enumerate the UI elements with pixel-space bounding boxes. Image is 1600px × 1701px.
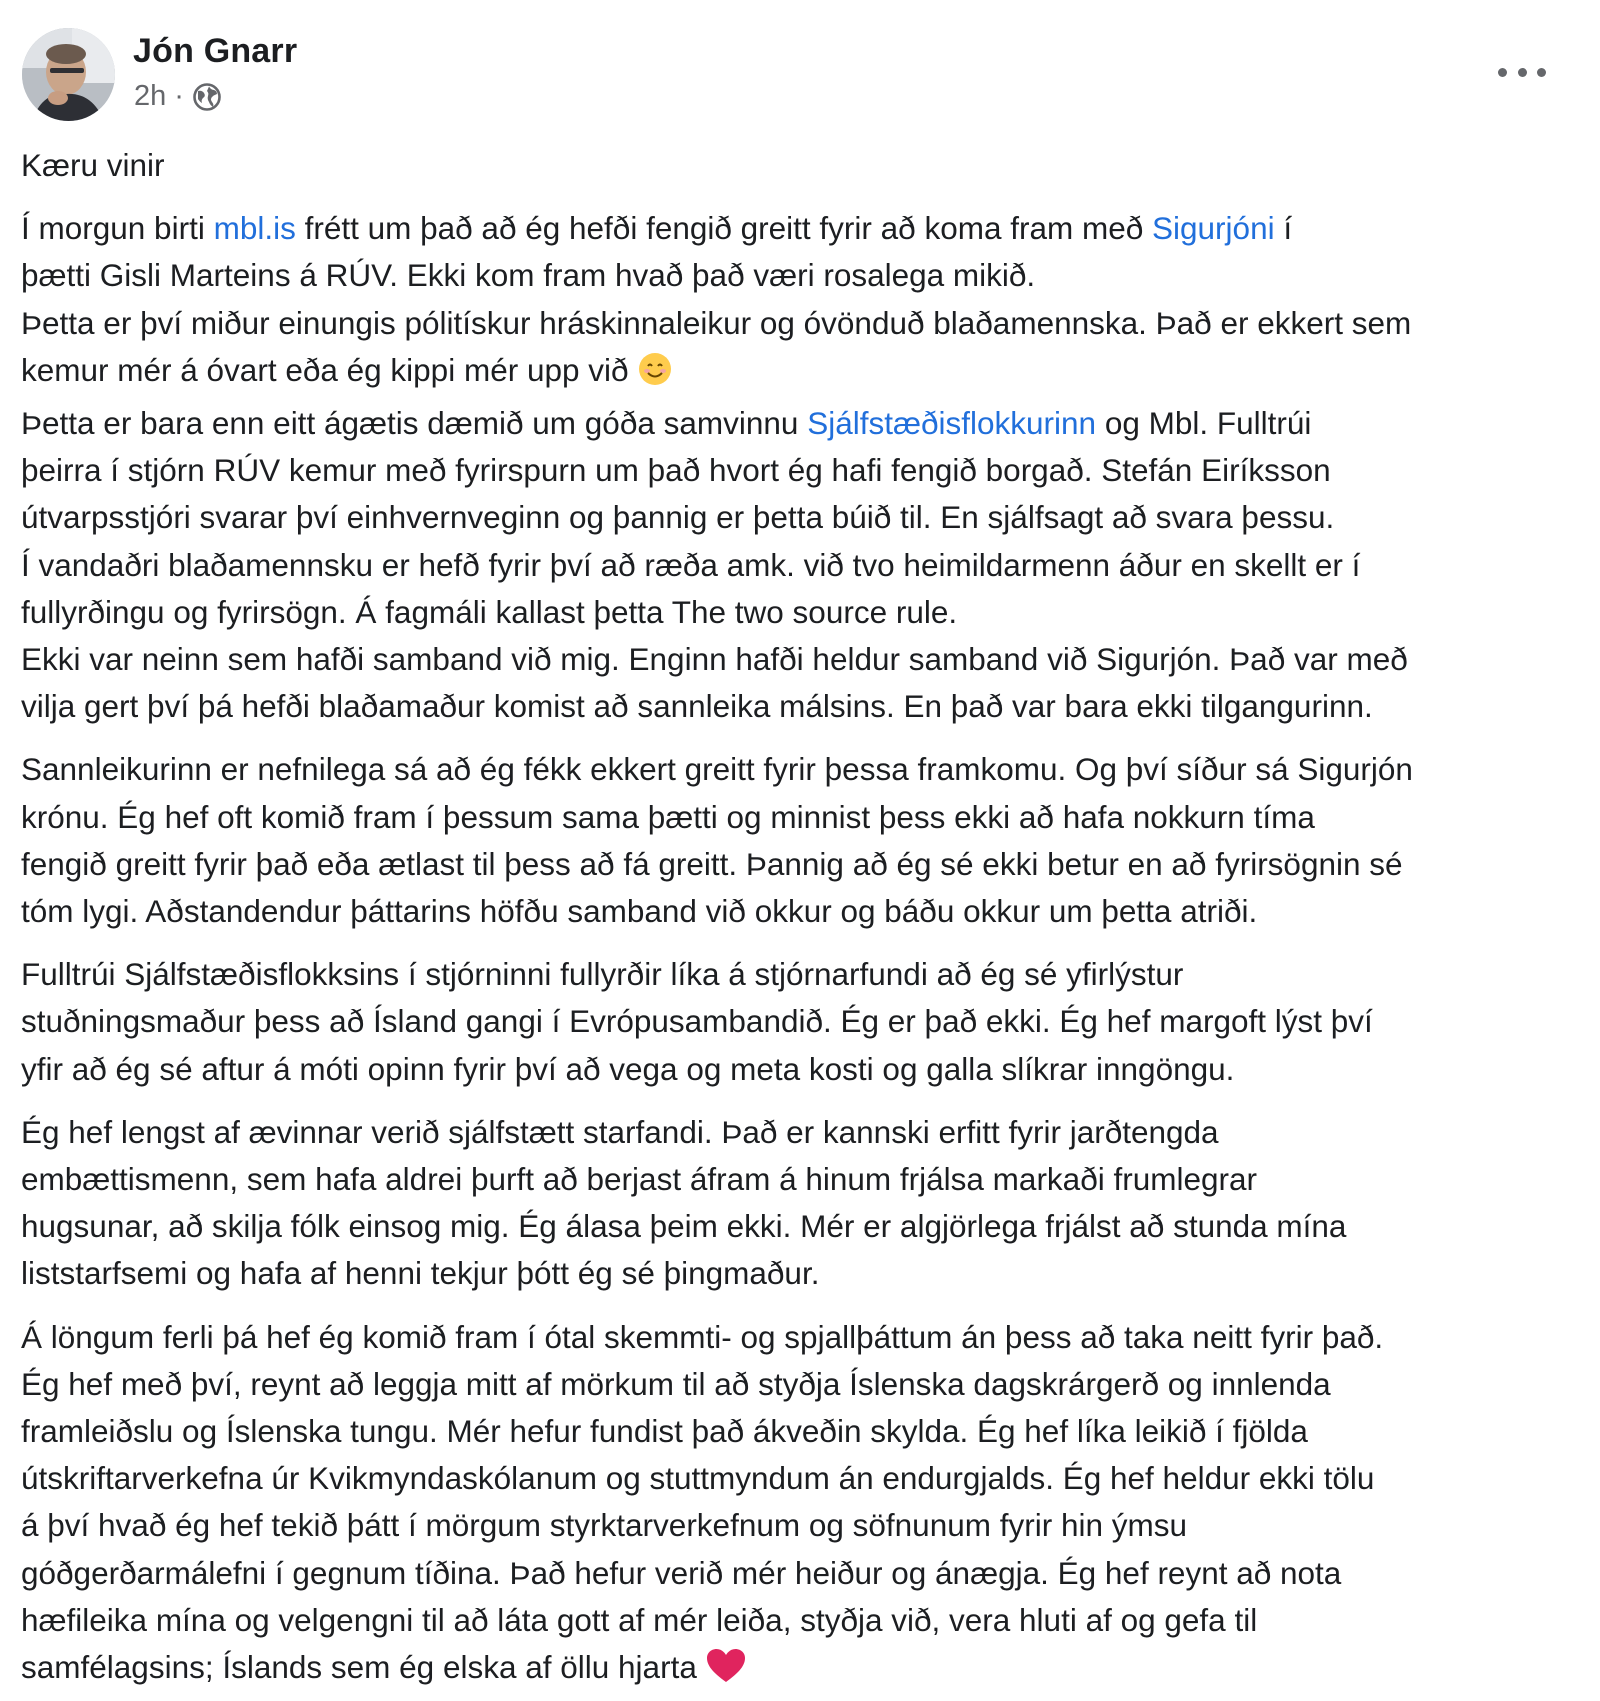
text-line: stuðningsmaður þess að Ísland gangi í Evrópusambandið. Ég er það ekki. Ég hef margoft lýst því [21,1003,1373,1040]
text-line: þætti Gisli Marteins á RÚV. Ekki kom fram hvað það væri rosalega mikið. [21,257,1036,294]
text-line: fullyrðingu og fyrirsögn. Á fagmáli kallast þetta The two source rule. [21,593,958,630]
globe-icon[interactable] [192,82,222,112]
text-line: framleiðslu og Íslenska tungu. Mér hefur fundist það ákveðin skylda. Ég hef líka leikið í fjölda [21,1413,1308,1450]
text-line: Fulltrúi Sjálfstæðisflokksins í stjórninni fullyrðir líka á stjórnarfundi að ég sé yfirlýstur [21,956,1184,993]
paragraph-1 [21,205,1581,730]
mbl-link[interactable]: mbl.is [213,210,296,247]
meta-separator: · [174,80,184,112]
text-line: yfir að ég sé aftur á móti opinn fyrir því að vega og meta kosti og galla slíkrar inngöngu. [21,1050,1235,1087]
text-line: hæfileika mína og velgengni til að láta gott af mér leiða, styðja við, vera hluti af og gefa til [21,1601,1258,1638]
text-line: fengið greitt fyrir það eða ætlast til þess að fá greitt. Þannig að ég sé ekki betur en að fyrirsögnin sé [21,845,1403,882]
text-line: Ekki var neinn sem hafði samband við mig. Enginn hafði heldur samband við Sigurjón. Það var með [21,641,1408,678]
smiling-face-emoji [637,351,673,400]
author-name[interactable]: Jón Gnarr [133,32,298,70]
post-time[interactable]: 2h [134,80,167,112]
text-line: Sannleikurinn er nefnilega sá að ég fékk ekkert greitt fyrir þessa framkomu. Og því síður sá Sigurjón [21,751,1413,788]
post-meta [134,80,222,113]
sjalfstaedisflokkurinn-link[interactable]: Sjálfstæðisflokkurinn [807,405,1097,442]
paragraph-5 [21,1314,1581,1698]
text-line: liststarfsemi og hafa af henni tekjur þótt ég sé þingmaður. [21,1255,820,1292]
text-line: Ég hef með því, reynt að leggja mitt af mörkum til að styðja Íslenska dagskrárgerð og innlenda [21,1365,1331,1402]
heart-icon [706,1648,746,1697]
text-line: vilja gert því þá hefði blaðamaður komist að sannleika málsins. En það var bara ekki tilgangurinn. [21,688,1373,725]
text-line: kemur mér á óvart eða ég kippi mér upp við [21,347,1581,400]
author-avatar[interactable] [22,28,115,121]
text-line: þeirra í stjórn RÚV kemur með fyrirspurn um það hvort ég hafi fengið borgað. Stefán Eiríksson [21,452,1331,489]
text-line: Þetta er því miður einungis pólitískur hráskinnaleikur og óvönduð blaðamennska. Það er ekkert sem [21,304,1412,341]
text-line: krónu. Ég hef oft komið fram í þessum sama þætti og minnist þess ekki að hafa nokkurn tíma [21,798,1315,835]
post-body [21,142,1581,1697]
text-line: útvarpsstjóri svarar því einhvernveginn og þannig er þetta búið til. En sjálfsagt að svara þessu. [21,499,1335,536]
text-line: tóm lygi. Aðstandendur þáttarins höfðu samband við okkur og báðu okkur um þetta atriði. [21,893,1258,930]
text-line: góðgerðarmálefni í gegnum tíðina. Það hefur verið mér heiður og ánægja. Ég hef reynt að nota [21,1554,1342,1591]
post-header [22,28,1578,128]
text-line: Á löngum ferli þá hef ég komið fram í ótal skemmti- og spjallþáttum án þess að taka neitt fyrir það. [21,1318,1384,1355]
text-line: hugsunar, að skilja fólk einsog mig. Ég álasa þeim ekki. Mér er algjörlega frjálst að stunda mína [21,1208,1347,1245]
paragraph-2 [21,746,1581,935]
text-line: Þetta er bara enn eitt ágætis dæmið um góða samvinnu Sjálfstæðisflokkurinn og Mbl. Fulltrúi [21,405,1312,442]
text-line: Í vandaðri blaðamennsku er hefð fyrir því að ræða amk. við tvo heimildarmenn áður en skellt er í [21,546,1361,583]
paragraph-3 [21,951,1581,1093]
text-line: Ég hef lengst af ævinnar verið sjálfstætt starfandi. Það er kannski erfitt fyrir jarðtengda [21,1113,1219,1150]
text-line: samfélagsins; Íslands sem ég elska af öllu hjarta [21,1644,1581,1697]
sigurjon-mention-link[interactable]: Sigurjóni [1152,210,1275,247]
text-line: á því hvað ég hef tekið þátt í mörgum styrktarverkefnum og söfnunum fyrir hin ýmsu [21,1507,1188,1544]
text-line: embættismenn, sem hafa aldrei þurft að berjast áfram á hinum frjálsa markaði frumlegrar [21,1161,1258,1198]
text-line: Í morgun birti mbl.is frétt um það að ég hefði fengið greitt fyrir að koma fram með Sigurjóni í [21,210,1293,247]
more-options-icon[interactable] [1498,62,1546,82]
greeting: Kæru vinir [21,147,165,183]
paragraph-4 [21,1109,1581,1298]
avatar-photo [22,28,115,121]
text-line: útskriftarverkefna úr Kvikmyndaskólanum og stuttmyndum án endurgjalds. Ég hef heldur ekki tölu [21,1460,1375,1497]
